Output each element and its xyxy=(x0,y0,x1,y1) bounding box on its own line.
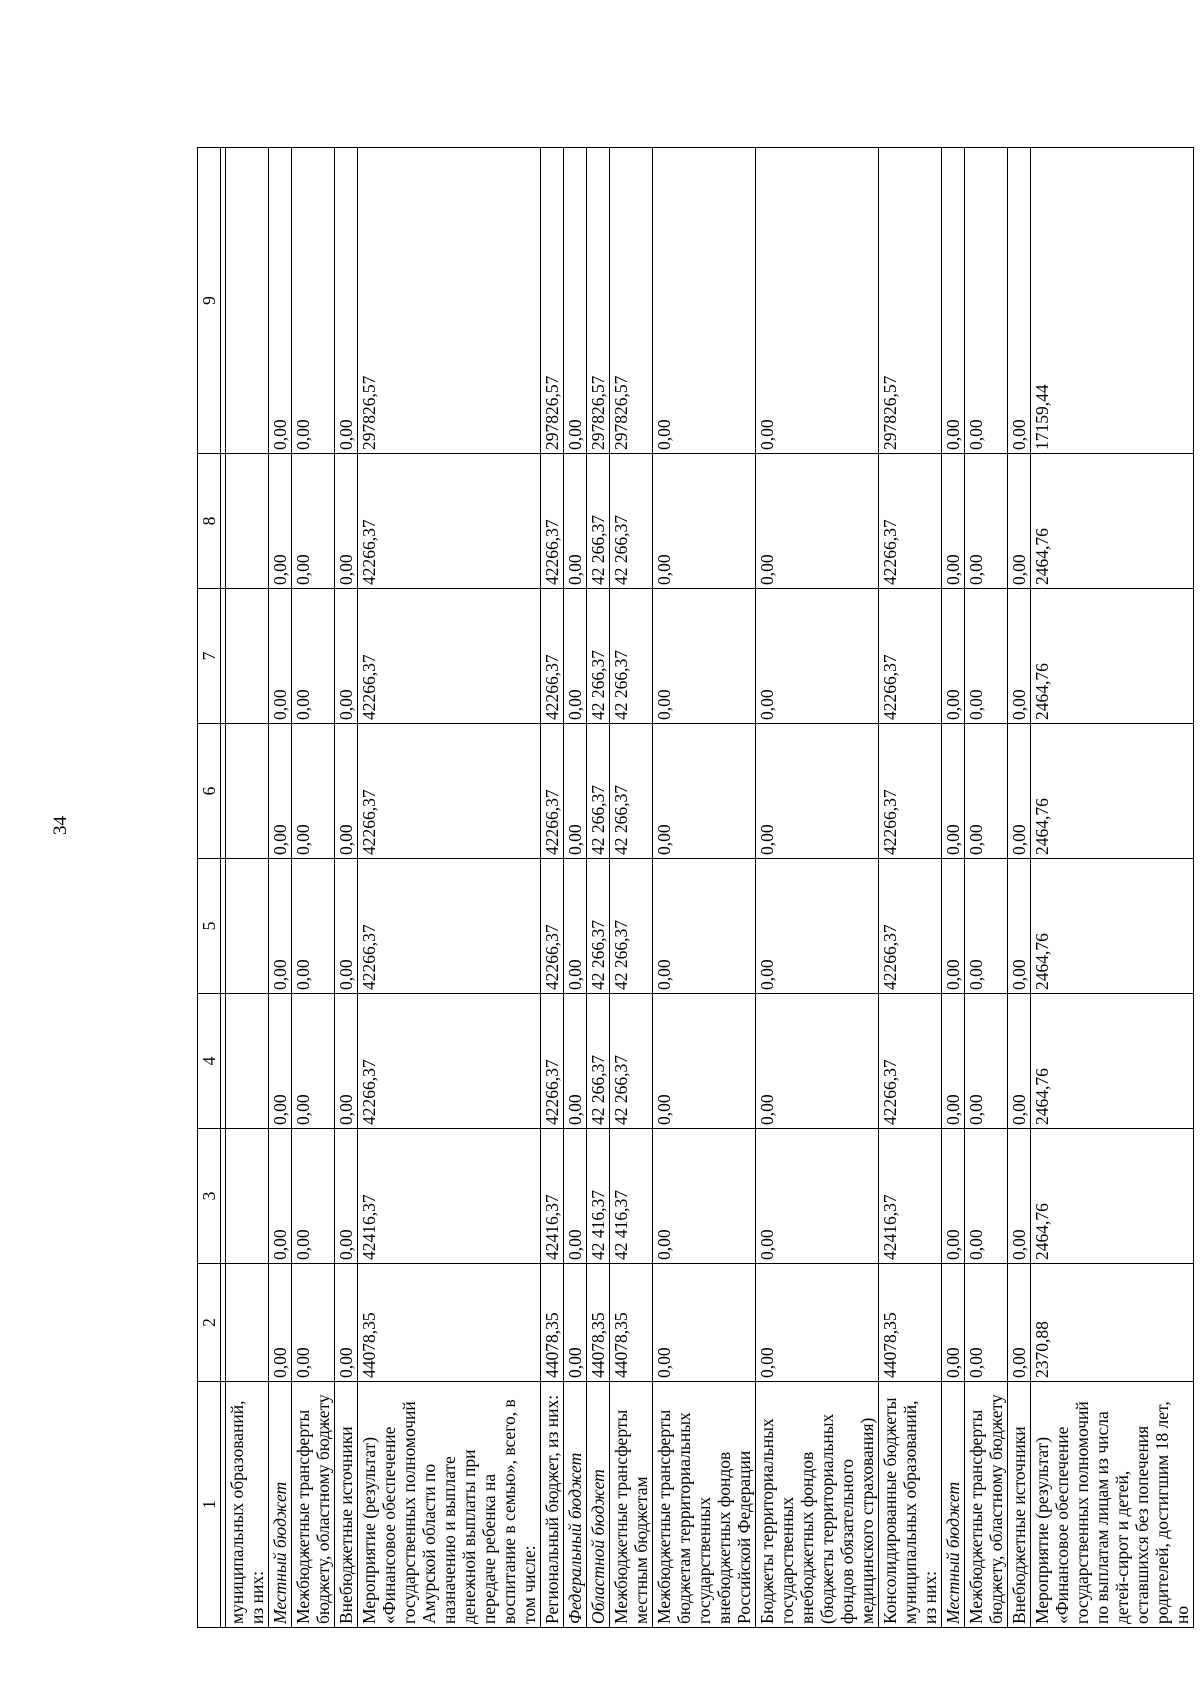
value-cell: 42 416,37 xyxy=(610,1129,653,1264)
table-row xyxy=(610,148,653,1628)
value-cell: 0,00 xyxy=(653,1129,756,1264)
value-cell: 42 266,37 xyxy=(610,724,653,859)
value-cell: 42266,37 xyxy=(541,994,564,1129)
column-header-9: 9 xyxy=(198,148,221,454)
column-header-2: 2 xyxy=(198,1264,221,1382)
table-row xyxy=(226,148,269,1628)
value-cell: 0,00 xyxy=(965,1129,1008,1264)
value-cell: 0,00 xyxy=(756,1264,879,1382)
value-cell: 42 266,37 xyxy=(610,454,653,589)
column-header-5: 5 xyxy=(198,859,221,994)
row-label: Мероприятие (результат) «Финансовое обеспечение государственных полномочий по выплатам лицам из числа детей-сирот и детей, оставшихся без попечения родителей, достигшим 18 лет, но xyxy=(1031,1382,1194,1628)
value-cell: 297826,57 xyxy=(541,148,564,454)
value-cell xyxy=(226,454,269,589)
row-label: Внебюджетные источники xyxy=(335,1382,358,1628)
table-body xyxy=(221,148,1194,1628)
value-cell: 0,00 xyxy=(756,994,879,1129)
value-cell: 0,00 xyxy=(564,148,587,454)
value-cell: 0,00 xyxy=(564,859,587,994)
value-cell: 0,00 xyxy=(335,454,358,589)
column-header-4: 4 xyxy=(198,994,221,1129)
value-cell: 0,00 xyxy=(1008,589,1031,724)
value-cell: 42266,37 xyxy=(358,454,541,589)
value-cell: 42 266,37 xyxy=(610,589,653,724)
value-cell xyxy=(226,859,269,994)
value-cell: 0,00 xyxy=(653,859,756,994)
value-cell: 0,00 xyxy=(292,454,335,589)
value-cell: 0,00 xyxy=(653,1264,756,1382)
budget-table-rotated xyxy=(197,148,1192,1628)
column-header-8: 8 xyxy=(198,454,221,589)
page-number: 34 xyxy=(50,816,71,835)
table-row xyxy=(358,148,541,1628)
table-row xyxy=(1008,148,1031,1628)
row-label: муниципальных образований, из них: xyxy=(226,1382,269,1628)
value-cell: 0,00 xyxy=(756,589,879,724)
table-row xyxy=(879,148,942,1628)
value-cell: 0,00 xyxy=(564,1264,587,1382)
column-header-6: 6 xyxy=(198,724,221,859)
row-label: Внебюджетные источники xyxy=(1008,1382,1031,1628)
value-cell: 17159,44 xyxy=(1031,148,1194,454)
value-cell: 44078,35 xyxy=(587,1264,610,1382)
value-cell: 0,00 xyxy=(653,589,756,724)
value-cell: 0,00 xyxy=(292,994,335,1129)
value-cell: 0,00 xyxy=(1008,1264,1031,1382)
value-cell: 0,00 xyxy=(965,724,1008,859)
value-cell: 42 266,37 xyxy=(587,859,610,994)
row-label: Местный бюджет xyxy=(269,1382,292,1628)
value-cell: 42416,37 xyxy=(358,1129,541,1264)
value-cell: 0,00 xyxy=(269,994,292,1129)
table-row xyxy=(1031,148,1194,1628)
value-cell: 0,00 xyxy=(1008,454,1031,589)
value-cell: 42266,37 xyxy=(879,994,942,1129)
value-cell: 0,00 xyxy=(965,1264,1008,1382)
value-cell: 0,00 xyxy=(564,1129,587,1264)
value-cell: 42416,37 xyxy=(879,1129,942,1264)
row-label: Межбюджетные трансферты бюджету, областному бюджету xyxy=(292,1382,335,1628)
row-label: Межбюджетные трансферты местным бюджетам xyxy=(610,1382,653,1628)
value-cell: 44078,35 xyxy=(358,1264,541,1382)
row-label: Бюджеты территориальных государственных внебюджетных фондов (бюджеты территориальных фондов обязательного медицинского страхования) xyxy=(756,1382,879,1628)
row-label: Областной бюджет xyxy=(587,1382,610,1628)
value-cell: 42 266,37 xyxy=(587,724,610,859)
value-cell: 0,00 xyxy=(965,589,1008,724)
table-row xyxy=(942,148,965,1628)
column-header-7: 7 xyxy=(198,589,221,724)
value-cell: 42266,37 xyxy=(358,589,541,724)
value-cell: 0,00 xyxy=(1008,859,1031,994)
value-cell: 44078,35 xyxy=(879,1264,942,1382)
value-cell: 0,00 xyxy=(1008,994,1031,1129)
value-cell: 0,00 xyxy=(335,994,358,1129)
value-cell: 2464,76 xyxy=(1031,994,1194,1129)
value-cell: 42416,37 xyxy=(541,1129,564,1264)
value-cell: 0,00 xyxy=(292,859,335,994)
value-cell: 44078,35 xyxy=(541,1264,564,1382)
value-cell: 0,00 xyxy=(335,148,358,454)
value-cell: 0,00 xyxy=(653,994,756,1129)
value-cell: 0,00 xyxy=(292,1129,335,1264)
value-cell: 0,00 xyxy=(965,859,1008,994)
value-cell xyxy=(226,994,269,1129)
table-row xyxy=(269,148,292,1628)
value-cell: 0,00 xyxy=(942,454,965,589)
value-cell: 0,00 xyxy=(965,994,1008,1129)
value-cell: 2464,76 xyxy=(1031,1129,1194,1264)
table-row xyxy=(541,148,564,1628)
row-label: Мероприятие (результат) «Финансовое обеспечение государственных полномочий Амурской области по назначению и выплате денежной выплаты при передаче ребенка на воспитание в семью», всего, в том числе: xyxy=(358,1382,541,1628)
table-row xyxy=(587,148,610,1628)
value-cell: 0,00 xyxy=(564,454,587,589)
table-row xyxy=(653,148,756,1628)
value-cell: 0,00 xyxy=(269,1264,292,1382)
column-header-1: 1 xyxy=(198,1382,221,1628)
table-row xyxy=(292,148,335,1628)
value-cell: 0,00 xyxy=(292,589,335,724)
value-cell: 42266,37 xyxy=(879,454,942,589)
value-cell: 0,00 xyxy=(942,589,965,724)
value-cell: 0,00 xyxy=(756,1129,879,1264)
value-cell: 42266,37 xyxy=(358,724,541,859)
value-cell: 0,00 xyxy=(564,589,587,724)
value-cell: 297826,57 xyxy=(879,148,942,454)
value-cell: 0,00 xyxy=(653,724,756,859)
row-label: Местный бюджет xyxy=(942,1382,965,1628)
value-cell: 42266,37 xyxy=(541,454,564,589)
value-cell: 0,00 xyxy=(942,859,965,994)
row-label: Консолидированные бюджеты муниципальных образований, из них: xyxy=(879,1382,942,1628)
value-cell: 0,00 xyxy=(269,589,292,724)
value-cell xyxy=(226,589,269,724)
value-cell: 0,00 xyxy=(292,148,335,454)
value-cell: 44078,35 xyxy=(610,1264,653,1382)
value-cell: 42266,37 xyxy=(541,859,564,994)
table-row xyxy=(756,148,879,1628)
value-cell: 42 416,37 xyxy=(587,1129,610,1264)
column-header-3: 3 xyxy=(198,1129,221,1264)
value-cell: 0,00 xyxy=(564,994,587,1129)
budget-table xyxy=(197,147,1194,1628)
value-cell: 0,00 xyxy=(335,1129,358,1264)
value-cell: 42266,37 xyxy=(879,589,942,724)
table-row xyxy=(564,148,587,1628)
value-cell: 0,00 xyxy=(564,724,587,859)
value-cell xyxy=(226,148,269,454)
value-cell: 2370,88 xyxy=(1031,1264,1194,1382)
value-cell: 2464,76 xyxy=(1031,454,1194,589)
value-cell: 0,00 xyxy=(942,994,965,1129)
value-cell: 0,00 xyxy=(335,589,358,724)
value-cell: 0,00 xyxy=(269,859,292,994)
value-cell: 42 266,37 xyxy=(610,994,653,1129)
value-cell: 0,00 xyxy=(756,859,879,994)
value-cell: 0,00 xyxy=(965,454,1008,589)
value-cell: 42266,37 xyxy=(879,724,942,859)
row-label: Межбюджетные трансферты бюджетам территориальных государственных внебюджетных фондов Российской Федерации xyxy=(653,1382,756,1628)
value-cell: 297826,57 xyxy=(587,148,610,454)
row-label: Федеральный бюджет xyxy=(564,1382,587,1628)
value-cell: 0,00 xyxy=(653,454,756,589)
value-cell xyxy=(226,1264,269,1382)
value-cell xyxy=(226,1129,269,1264)
value-cell: 0,00 xyxy=(1008,724,1031,859)
value-cell: 0,00 xyxy=(1008,1129,1031,1264)
value-cell: 0,00 xyxy=(335,859,358,994)
row-label: Межбюджетные трансферты бюджету, областному бюджету xyxy=(965,1382,1008,1628)
value-cell: 0,00 xyxy=(1008,148,1031,454)
value-cell: 42266,37 xyxy=(358,859,541,994)
value-cell: 0,00 xyxy=(335,1264,358,1382)
value-cell: 0,00 xyxy=(756,148,879,454)
value-cell: 2464,76 xyxy=(1031,724,1194,859)
value-cell: 42 266,37 xyxy=(587,994,610,1129)
value-cell: 297826,57 xyxy=(610,148,653,454)
header-row xyxy=(198,148,221,1628)
value-cell: 0,00 xyxy=(269,454,292,589)
value-cell: 2464,76 xyxy=(1031,859,1194,994)
value-cell: 0,00 xyxy=(942,148,965,454)
value-cell: 0,00 xyxy=(942,1129,965,1264)
value-cell: 42 266,37 xyxy=(610,859,653,994)
value-cell: 297826,57 xyxy=(358,148,541,454)
value-cell xyxy=(226,724,269,859)
value-cell: 0,00 xyxy=(269,724,292,859)
row-label: Региональный бюджет, из них: xyxy=(541,1382,564,1628)
value-cell: 42266,37 xyxy=(541,589,564,724)
value-cell: 42266,37 xyxy=(541,724,564,859)
value-cell: 42 266,37 xyxy=(587,454,610,589)
value-cell: 42 266,37 xyxy=(587,589,610,724)
value-cell: 0,00 xyxy=(942,724,965,859)
value-cell: 0,00 xyxy=(292,1264,335,1382)
table-row xyxy=(335,148,358,1628)
value-cell: 0,00 xyxy=(756,724,879,859)
value-cell: 0,00 xyxy=(965,148,1008,454)
value-cell: 0,00 xyxy=(335,724,358,859)
value-cell: 0,00 xyxy=(756,454,879,589)
value-cell: 0,00 xyxy=(942,1264,965,1382)
value-cell: 42266,37 xyxy=(879,859,942,994)
value-cell: 0,00 xyxy=(269,148,292,454)
value-cell: 42266,37 xyxy=(358,994,541,1129)
value-cell: 0,00 xyxy=(292,724,335,859)
table-row xyxy=(965,148,1008,1628)
value-cell: 2464,76 xyxy=(1031,589,1194,724)
value-cell: 0,00 xyxy=(653,148,756,454)
value-cell: 0,00 xyxy=(269,1129,292,1264)
